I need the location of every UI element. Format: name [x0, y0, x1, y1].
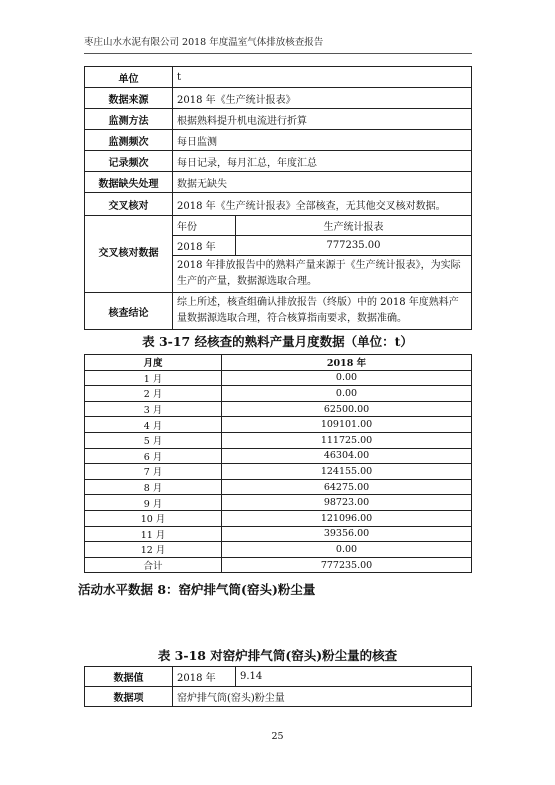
table-row: [85, 479, 472, 495]
table-row: [85, 370, 472, 386]
month-header: 月度: [85, 355, 222, 371]
value-cell: 777235.00: [222, 557, 472, 573]
dust-check-table: [84, 666, 472, 707]
month-cell: 7 月: [85, 464, 222, 480]
row-value: 2018 年《生产统计报表》全部核查，无其他交叉核对数据。: [173, 193, 472, 216]
value-cell: 62500.00: [222, 401, 472, 417]
row-label: 数据值: [85, 667, 173, 687]
value-cell: 124155.00: [222, 464, 472, 480]
table-row: [85, 67, 472, 88]
month-cell: 4 月: [85, 417, 222, 433]
data-source-table: [84, 66, 472, 330]
conclusion-row: [85, 293, 472, 330]
year-cell: 2018 年: [173, 236, 236, 256]
year-header: 2018 年: [222, 355, 472, 371]
table-caption: 表 3-18 对窑炉排气筒(窑头)粉尘量的核查: [157, 648, 398, 663]
cross-check-row: [85, 216, 472, 293]
month-cell: 2 月: [85, 386, 222, 402]
table-row: [85, 667, 472, 687]
month-cell: 合计: [85, 557, 222, 573]
value-cell: 111725.00: [222, 432, 472, 448]
table-caption: 表 3-17 经核查的熟料产量月度数据（单位：t）: [142, 334, 413, 349]
row-value: 每日监测: [173, 130, 472, 151]
row-label: 单位: [85, 67, 173, 88]
year-header: 年份: [173, 216, 236, 236]
section-heading: 活动水平数据 8：窑炉排气筒(窑头)粉尘量: [78, 582, 316, 597]
table-row: [85, 88, 472, 109]
month-cell: 10 月: [85, 510, 222, 526]
row-label: 监测方法: [85, 109, 173, 130]
month-cell: 5 月: [85, 432, 222, 448]
table-row: [85, 109, 472, 130]
row-label: 交叉核对: [85, 193, 173, 216]
table-row: [85, 448, 472, 464]
month-cell: 8 月: [85, 479, 222, 495]
table-row: [85, 417, 472, 433]
value-cell: 121096.00: [222, 510, 472, 526]
row-label: 数据缺失处理: [85, 172, 173, 193]
value-cell: 777235.00: [236, 236, 472, 256]
row-label: 数据项: [85, 687, 173, 707]
row-label: 核查结论: [85, 293, 173, 330]
value-cell: 0.00: [222, 386, 472, 402]
month-cell: 9 月: [85, 495, 222, 511]
cross-check-cell: [173, 216, 472, 293]
table-row: [85, 510, 472, 526]
row-value: t: [173, 67, 472, 88]
row-value: 每日记录，每月汇总，年度汇总: [173, 151, 472, 172]
value-cell: 109101.00: [222, 417, 472, 433]
table-row: [85, 193, 472, 216]
table-header-row: [85, 355, 472, 371]
row-label: 监测频次: [85, 130, 173, 151]
row-value: 根据熟料提升机电流进行折算: [173, 109, 472, 130]
value-cell: 64275.00: [222, 479, 472, 495]
value-cell: 46304.00: [222, 448, 472, 464]
table-row: [85, 542, 472, 558]
report-header: 生产统计报表: [236, 216, 472, 236]
row-label: 数据来源: [85, 88, 173, 109]
page-header: 枣庄山水水泥有限公司 2018 年度温室气体排放核查报告: [84, 37, 324, 48]
month-cell: 12 月: [85, 542, 222, 558]
cross-check-inner-table: [173, 216, 471, 292]
header-rule: [84, 53, 472, 54]
row-value: 数据无缺失: [173, 172, 472, 193]
table-row: [85, 495, 472, 511]
value-cell: 98723.00: [222, 495, 472, 511]
table-row: [85, 151, 472, 172]
table-row: [85, 130, 472, 151]
cross-check-note: 2018 年排放报告中的熟料产量来源于《生产统计报表》，为实际生产的产量，数据源选取合理。: [177, 260, 461, 287]
table-row: [85, 386, 472, 402]
table-row: [85, 687, 472, 707]
year-cell: 2018 年: [173, 667, 236, 687]
month-cell: 3 月: [85, 401, 222, 417]
value-cell: 窑炉排气筒(窑头)粉尘量: [173, 687, 472, 707]
row-label: [85, 216, 173, 293]
month-cell: 11 月: [85, 526, 222, 542]
row-value: 2018 年《生产统计报表》: [173, 88, 472, 109]
total-row: [85, 557, 472, 573]
month-cell: 1 月: [85, 370, 222, 386]
value-cell: 39356.00: [222, 526, 472, 542]
month-cell: 6 月: [85, 448, 222, 464]
cross-check-label: 交叉核对数据: [98, 248, 159, 259]
row-label: 记录频次: [85, 151, 173, 172]
table-row: [85, 464, 472, 480]
value-cell: 0.00: [222, 542, 472, 558]
table-row: [85, 401, 472, 417]
value-cell: 9.14: [236, 667, 472, 687]
value-cell: 0.00: [222, 370, 472, 386]
page-number: 25: [271, 731, 284, 742]
table-row: [85, 526, 472, 542]
conclusion-text: 综上所述，核查组确认排放报告（终版）中的 2018 年度熟料产量数据源选取合理，符合核算指南要求，数据准确。: [173, 293, 472, 330]
table-row: [85, 172, 472, 193]
table-row: [85, 432, 472, 448]
monthly-output-table: [84, 354, 472, 573]
